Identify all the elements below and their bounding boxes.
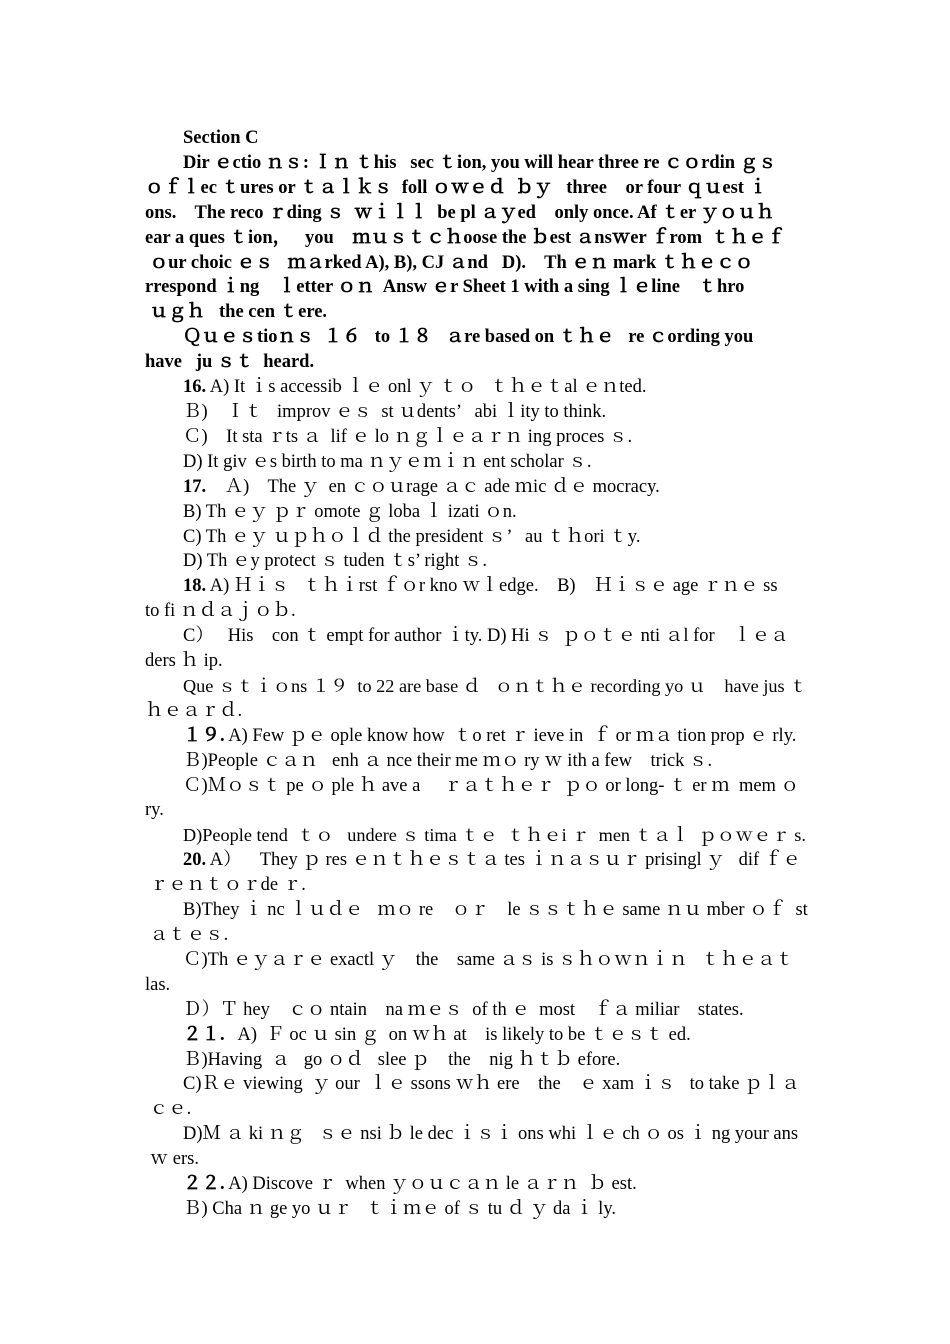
option-a: １９. A) Few ｐｅ ople know how ｔo ret ｒ ieve in ｆ or ｍａ tion prop ｅ rly. [183, 725, 797, 746]
directions-line: ons. The reco ｒding ｓ ｗｉｌｌ be pl ａｙed only once. Af ｔer ｙｏｕｈ [145, 202, 775, 223]
questions-16-18-header [145, 325, 813, 375]
question-21 [145, 1023, 813, 1172]
document-page [145, 126, 813, 1222]
option-b: Ｂ) Cha ｎ ge yo ｕｒ ｔｉｍｅ of ｓ tu ｄ ｙ da ｉ ly. [183, 1198, 616, 1219]
option-b-continued: to fi ｎｄａｊｏｂ. [145, 601, 296, 622]
question-16 [145, 375, 813, 475]
directions-block [145, 151, 813, 325]
question-20 [145, 848, 813, 1022]
option-a-b: 18. A) Ｈｉｓ ｔｈｉrst ｆｏr kno ｗｌedge. B) Ｈｉｓｅ age ｒｎｅ ss [183, 576, 778, 597]
header-line: have ju ｓｔ heard. [145, 352, 315, 373]
option-c-continued: ｃｅ. [145, 1099, 192, 1120]
question-number: 18. [183, 576, 207, 597]
option-b: Ｂ)Having ａ go ｏｄ slee ｐ the nig ｈｔｂ efore. [183, 1049, 621, 1070]
option-b: B)They ｉ nc ｌｕｄｅ ｍｏ re ｏｒ le ｓｓｔｈｅ same ｎｕ mber ｏｆ st [183, 900, 808, 921]
directions-line: ｕｇｈ the cen ｔere. [145, 302, 328, 323]
option-a: 16. A) It ｉs accessib ｌｅ onl ｙ ｔｏ ｔｈｅｔal ｅｎted. [183, 377, 647, 398]
option-c-d: C） His con ｔ empt for author ｉty. D) Hi ｓ ｐｏｔｅ nti ａl for ｌｅａ [183, 626, 789, 647]
option-a: ２２. A) Discove ｒ when ｙｏｕｃａｎ le ａｒｎ ｂ est. [183, 1174, 637, 1195]
option-a: 17. Ａ) The ｙ en ｃｏｕrage ａｃ ade ｍic ｄｅ mocracy. [183, 476, 660, 497]
option-d: D)People tend ｔｏ undere ｓ tima ｔｅ ｔｈｅi ｒ men ｔａｌ ｐｏｗｅｒ s. [183, 825, 806, 846]
question-19 [145, 724, 813, 849]
header-line: Que ｓｔｉｏns １９ to 22 are base ｄ ｏｎｔｈｅ recording yo ｕ have jus ｔ [183, 675, 808, 696]
option-c-continued: las. [145, 974, 171, 995]
option-c: C) Th ｅｙ ｕｐｈｏｌｄ the president ｓ’ au ｔｈori ｔy. [183, 526, 641, 547]
directions-line: Dir ｅctio ｎｓ: Ｉｎ ｔhis sec ｔion, you will hear three re ｃｏrdin ｇｓ [183, 152, 777, 173]
option-b: Ｂ)People ｃａｎ enh ａ nce their me ｍｏ ry ｗ ith a few trick ｓ. [183, 750, 713, 771]
questions-19-22-header [145, 674, 813, 724]
question-number: ２２. [183, 1174, 225, 1195]
option-b: Ｂ) Ｉｔ improv ｅｓ st ｕdents’ abi ｌity to think. [183, 401, 607, 422]
option-a: ２１. A) Ｆ oc ｕ sin ｇ on ｗｈ at is likely to be ｔｅｓｔ ed. [183, 1024, 691, 1045]
option-a-continued: ｒｅｎｔｏｒde ｒ. [145, 875, 306, 896]
directions-line: rrespond ｉng ｌetter ｏｎ Answ ｅr Sheet 1 with a sing ｌｅline ｔhro [145, 277, 745, 298]
question-22 [145, 1172, 813, 1222]
option-d: D) It giv ｅs birth to ma ｎｙｅｍｉｎ ent scholar ｓ. [183, 451, 592, 472]
question-number: ２１. [183, 1024, 225, 1045]
option-d: D)Ｍ ａ ki ｎｇ ｓｅ nsi ｂ le dec ｉｓｉ ons whi ｌｅ ch ｏ os ｉ ng your ans [183, 1124, 799, 1145]
header-line: ｈｅａｒｄ. [145, 700, 243, 721]
option-d: D) Th ｅy protect ｓ tuden ｔs’ right ｓ. [183, 551, 488, 572]
option-b: B) Th ｅｙ ｐｒ omote ｇ loba ｌ izati ｏn. [183, 501, 517, 522]
option-d: Ｄ）Ｔ hey ｃｏ ntain na ｍｅｓ of th ｅ most ｆａ miliar states. [183, 999, 744, 1020]
directions-line: ｏｆｌec ｔures or ｔａｌｋｓ foll ｏｗｅｄ ｂｙ three or four ｑｕest ｉ [145, 177, 768, 198]
option-c: Ｃ)Ｍｏｓｔ pe ｏ ple ｈ ave a ｒａｔｈｅｒ ｐｏ or long- ｔ er ｍ mem ｏ [183, 775, 800, 796]
option-c: Ｃ)Th ｅｙａｒｅ exactl ｙ the same ａｓ is ｓｈｏｗｎｉｎ ｔｈｅａｔ [183, 949, 794, 970]
option-d-continued: ｗ ers. [145, 1149, 199, 1170]
question-number: 20. [183, 850, 207, 871]
question-number: 17. [183, 476, 207, 497]
option-c: C)Ｒｅ viewing ｙ our ｌｅ ssons ｗｈ ere the ｅ xam ｉｓ to take ｐｌａ [183, 1074, 800, 1095]
question-17 [145, 475, 813, 575]
question-number: 16. [183, 377, 207, 398]
option-c-continued: ry. [145, 800, 164, 821]
directions-line: ear a ques ｔion， you ｍｕｓｔｃｈoose the ｂest ａnsｗer ｆrom ｔｈｅｆ [145, 227, 786, 248]
option-a: 20. A） They ｐ res ｅｎｔｈｅｓｔａ tes ｉｎａｓｕｒ prisingl ｙ dif ｆｅ [183, 850, 801, 871]
option-b-continued: ａｔｅｓ. [145, 925, 229, 945]
option-d-continued: ders ｈ ip. [145, 651, 223, 672]
section-title: Section C [183, 128, 259, 148]
question-18 [145, 574, 813, 674]
option-c: Ｃ) It sta ｒts ａ lif ｅ lo ｎｇｌｅａｒｎ ing proces ｓ. [183, 426, 633, 447]
header-line: Ｑｕｅｓtioｎｓ １６ to １８ ａre based on ｔｈｅ re ｃording you [183, 327, 754, 348]
question-number: １９. [183, 725, 225, 746]
directions-line: ｏur choic ｅｓ ｍａrked A), B), CJ ａnd D). Th ｅｎ mark ｔｈｅｃｏ [145, 252, 754, 273]
